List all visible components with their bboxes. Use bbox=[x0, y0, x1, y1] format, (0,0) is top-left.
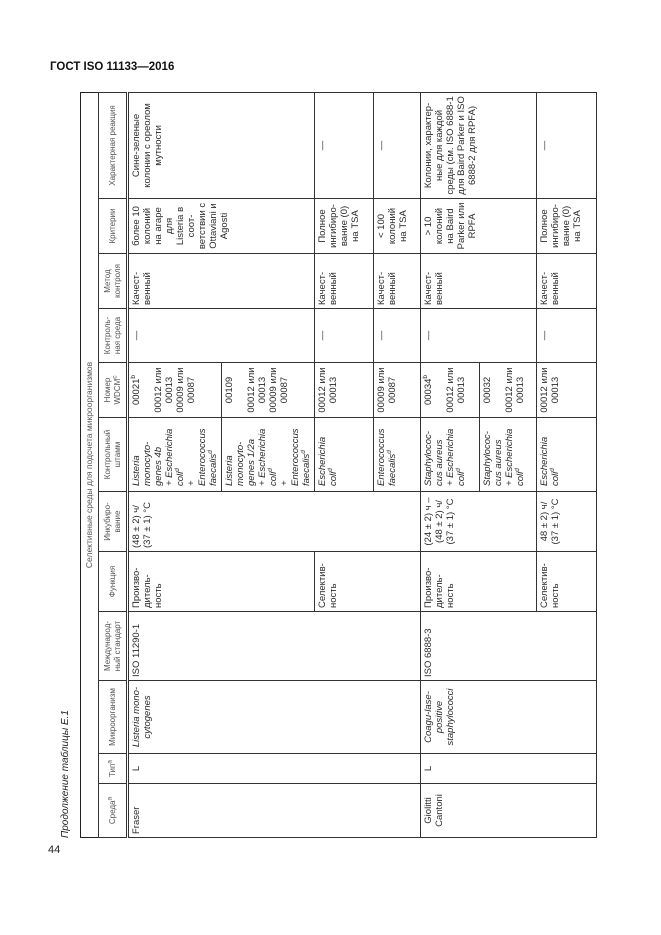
wdcm-cell: 00012 или 00013 bbox=[315, 363, 374, 418]
col-header-function: Функция bbox=[99, 552, 128, 612]
criteria-cell: > 10 колоний на Baird Parker или RPFA bbox=[421, 199, 537, 254]
organism-cell: Listeria mono-cytogenes bbox=[128, 681, 421, 754]
standard-cell: ISO 11290-1 bbox=[128, 612, 421, 681]
col-header-wdcm: Номер WDCM$^c$ bbox=[99, 363, 128, 418]
reaction-cell: Сине-зеленые колонии с ореолом мутности bbox=[128, 92, 315, 198]
strain-cell: Enterococcus faecalis$^d$ bbox=[374, 418, 421, 492]
method-cell: Качест-венный bbox=[537, 254, 597, 309]
strain-cell: Escherichia coli$^d$ bbox=[537, 418, 597, 492]
organism-cell: Coagu-lase-positive staphylococci bbox=[421, 681, 597, 754]
method-cell: Качест-венный bbox=[128, 254, 315, 309]
function-cell: Произво-дитель-ность bbox=[128, 552, 315, 612]
table-row bbox=[128, 92, 222, 837]
table-title: Селективные среды для подсчета микроорганизмов bbox=[81, 92, 99, 837]
strain-cell: Staphylococ-cus aureus + Escherichia coli$^d$ bbox=[480, 418, 537, 492]
standard-cell: ISO 6888-3 bbox=[421, 612, 597, 681]
strain-cell: Staphylococ-cus aureus + Escherichia coli$^d$ bbox=[421, 418, 480, 492]
control-medium-cell: — bbox=[421, 309, 537, 363]
control-medium-cell: — bbox=[537, 309, 597, 363]
function-cell: Селектив-ность bbox=[537, 552, 597, 612]
selective-media-table bbox=[80, 92, 597, 838]
function-cell: Произво-дитель-ность bbox=[421, 552, 537, 612]
type-cell: L bbox=[128, 754, 421, 784]
control-medium-cell: — bbox=[128, 309, 315, 363]
incubation-cell: 48 ± 2) ч/ (37 ± 1) °C bbox=[537, 492, 597, 552]
col-header-incubation: Инкубиро-вание bbox=[99, 492, 128, 552]
col-header-medium: Среда$^a$ bbox=[99, 784, 128, 838]
criteria-cell: < 100 колоний на TSA bbox=[374, 199, 421, 254]
criteria-cell: более 10 колоний на агаре для Listeria в соот-ветствии с Ottaviani и Agosti bbox=[128, 199, 315, 254]
control-medium-cell: — bbox=[374, 309, 421, 363]
reaction-cell: Колонии, характер-ные для каждой среды (см. ISO 6888-1 для Baird Parker и ISO 6888-2 для RPFA) bbox=[421, 92, 537, 198]
col-header-control-medium: Контроль-ная среда bbox=[99, 309, 128, 363]
type-cell: L bbox=[421, 754, 597, 784]
wdcm-cell: 00009 или 00087 bbox=[374, 363, 421, 418]
table-row bbox=[421, 92, 480, 837]
method-cell: Качест-венный bbox=[374, 254, 421, 309]
medium-cell: Fraser bbox=[128, 784, 421, 838]
method-cell: Качест-венный bbox=[421, 254, 537, 309]
col-header-organism: Микроорганизм bbox=[99, 681, 128, 754]
col-header-criteria: Критерии bbox=[99, 199, 128, 254]
wdcm-cell: 00032 00012 или 00013 bbox=[480, 363, 537, 418]
function-cell: Селектив-ность bbox=[315, 552, 421, 612]
col-header-control-strain: Контрольный штамм bbox=[99, 418, 128, 492]
incubation-cell: (24 ± 2) ч – (48 ± 2) ч/ (37 ± 1) °C bbox=[421, 492, 537, 552]
wdcm-cell: 00034$^b$ 00012 или 00013 bbox=[421, 363, 480, 418]
criteria-cell: Полное ингибиро-вание (0) на TSA bbox=[315, 199, 374, 254]
strain-cell: Listeria monocyto-genes 1/2a + Escherichia coli$^d$ + Enterococcus faecalis$^d$ bbox=[222, 418, 315, 492]
col-header-standard: Международ-ный стандарт bbox=[99, 612, 128, 681]
page-number: 44 bbox=[48, 844, 61, 856]
medium-cell: Giolitti Cantoni bbox=[421, 784, 597, 838]
control-medium-cell: — bbox=[315, 309, 374, 363]
wdcm-cell: 00021$^b$ 00012 или 00013 00009 или 00087 bbox=[128, 363, 222, 418]
col-header-type: Тип$^a$ bbox=[99, 754, 128, 784]
header-row bbox=[99, 92, 128, 837]
reaction-cell: — bbox=[537, 92, 597, 198]
rotated-table-wrapper bbox=[80, 93, 593, 838]
wdcm-cell: 00109 00012 или 00013 00009 или 00087 bbox=[222, 363, 315, 418]
strain-cell: Escherichia coli$^d$ bbox=[315, 418, 374, 492]
strain-cell: Listeria monocyto-genes 4b + Escherichia coli$^d$ + Enterococcus faecalis$^d$ bbox=[128, 418, 222, 492]
incubation-cell: (48 ± 2) ч/ (37 ± 1) °C bbox=[128, 492, 421, 552]
method-cell: Качест-венный bbox=[315, 254, 374, 309]
col-header-reaction: Характерная реакция bbox=[99, 92, 128, 198]
wdcm-cell: 00012 или 00013 bbox=[537, 363, 597, 418]
reaction-cell: — bbox=[315, 92, 374, 198]
document-header: ГОСТ ISO 11133—2016 bbox=[50, 61, 175, 73]
criteria-cell: Полное ингибиро-вание (0) на TSA bbox=[537, 199, 597, 254]
table-continuation-caption: Продолжение таблицы Е.1 bbox=[60, 710, 71, 838]
col-header-method: Метод контроля bbox=[99, 254, 128, 309]
reaction-cell: — bbox=[374, 92, 421, 198]
